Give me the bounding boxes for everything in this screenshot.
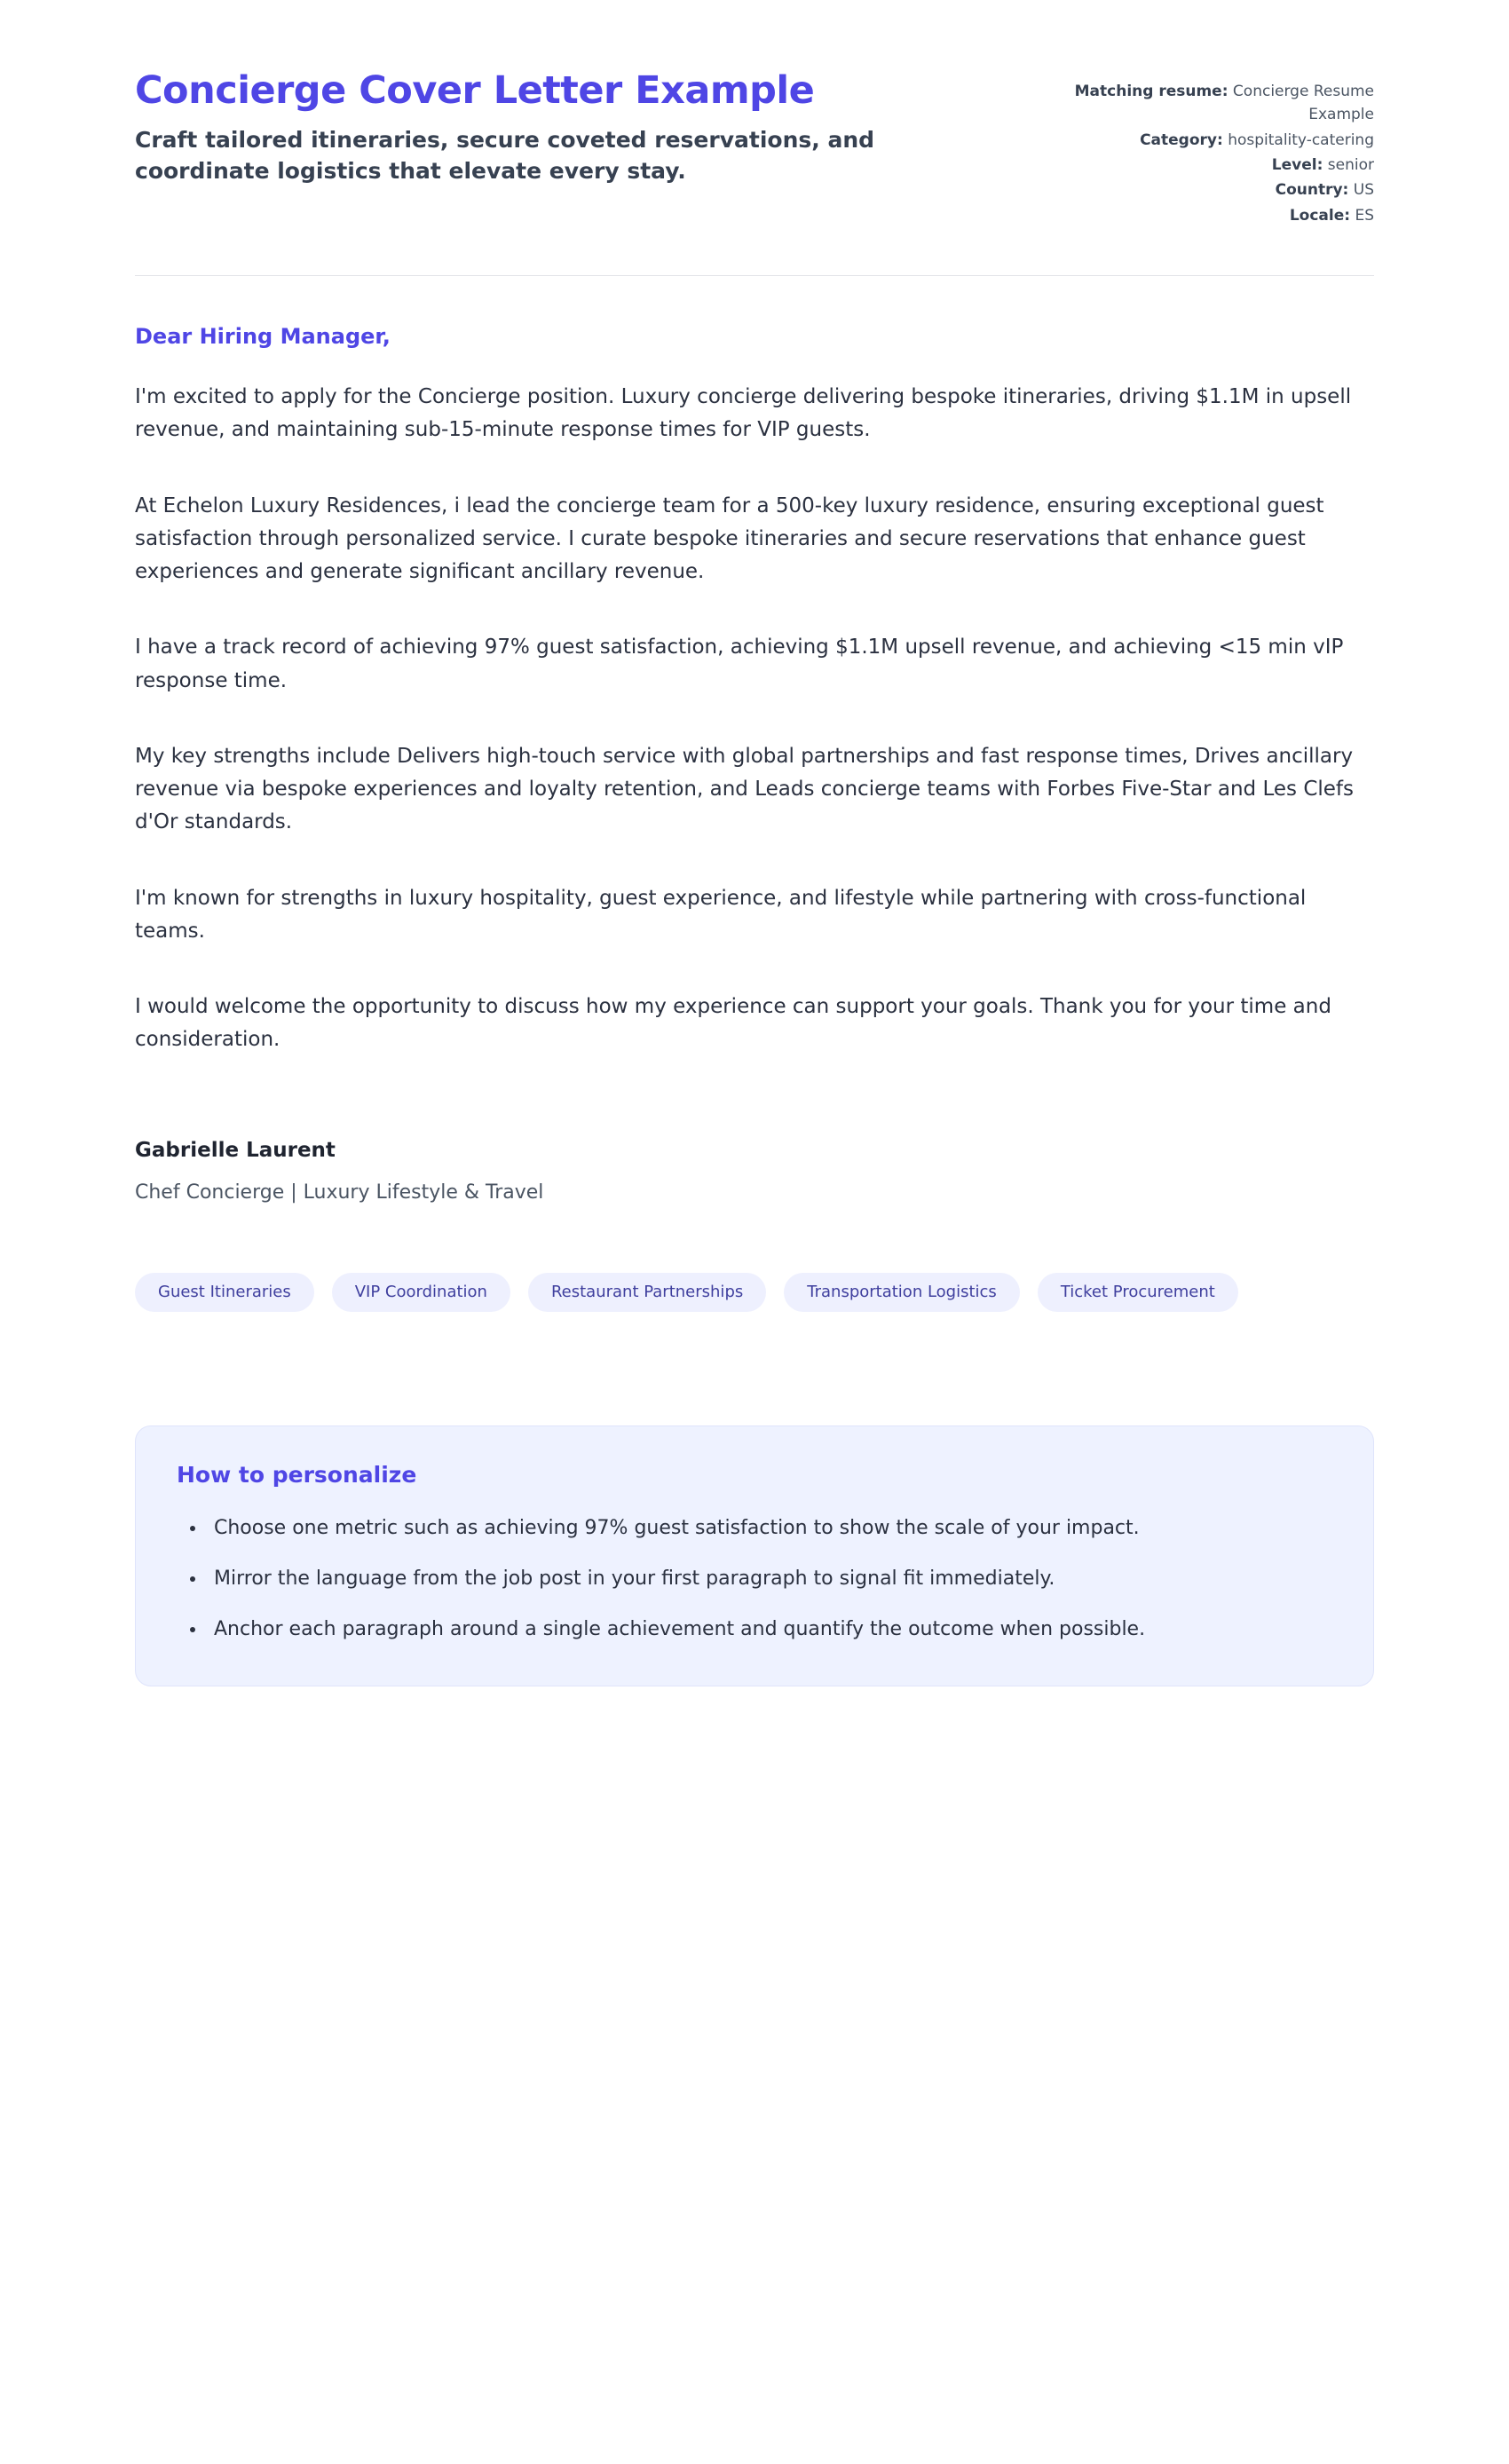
letter-paragraph: At Echelon Luxury Residences, i lead the concierge team for a 500-key luxury residence, ensuring exceptional guest satisfaction through personalized service. I curate bespoke itineraries and secure reservations that enhance guest experiences and generate significant ancillary revenue. xyxy=(135,494,1324,584)
skill-tag[interactable]: Restaurant Partnerships xyxy=(528,1273,766,1312)
skill-tag[interactable]: Ticket Procurement xyxy=(1038,1273,1238,1312)
signature-role: Chef Concierge | Luxury Lifestyle & Travel xyxy=(135,1181,544,1204)
letter-paragraph: I would welcome the opportunity to discuss how my experience can support your goals. Thank you for your time and consideration. xyxy=(135,995,1331,1052)
page-subtitle: Craft tailored itineraries, secure coveted reservations, and coordinate logistics that elevate every stay. xyxy=(135,127,875,184)
meta-matching-resume-label: Matching resume: xyxy=(1074,83,1229,100)
letter-paragraph: I'm excited to apply for the Concierge position. Luxury concierge delivering bespoke itineraries, driving $1.1M in upsell revenue, and maintaining sub-15-minute response times for VIP guests. xyxy=(135,385,1352,442)
meta-country xyxy=(1028,178,1374,201)
header-title-block xyxy=(135,69,992,186)
letter-body xyxy=(135,276,1374,1204)
list-item: • Choose one metric such as achieving 97% guest satisfaction to show the scale of your impact. xyxy=(207,1512,1332,1544)
meta-matching-resume xyxy=(1028,80,1374,127)
skill-tag[interactable]: Guest Itineraries xyxy=(135,1273,314,1312)
list-item: • Mirror the language from the job post in your first paragraph to signal fit immediately. xyxy=(207,1563,1332,1594)
list-item: • Anchor each paragraph around a single achievement and quantify the outcome when possible. xyxy=(207,1614,1332,1645)
callout-title: How to personalize xyxy=(177,1461,417,1488)
callout-list xyxy=(177,1512,1332,1646)
meta-level xyxy=(1028,154,1374,177)
meta-locale-label: Locale: xyxy=(1289,206,1351,225)
meta-matching-resume-value: Concierge Resume Example xyxy=(1232,83,1374,124)
meta-level-value: senior xyxy=(1327,156,1374,175)
meta-country-value: US xyxy=(1353,181,1374,200)
document-header xyxy=(135,69,1374,229)
skill-tag-list xyxy=(135,1273,1244,1312)
meta-locale xyxy=(1028,204,1374,227)
letter-paragraph: I'm known for strengths in luxury hospitality, guest experience, and lifestyle while partnering with cross-functional teams. xyxy=(135,886,1307,943)
letter-paragraph: My key strengths include Delivers high-touch service with global partnerships and fast response times, Drives ancillary revenue via bespoke experiences and loyalty retention, and Leads concierge teams with Forbes Five-Star and Les Clefs d'Or standards. xyxy=(135,744,1355,834)
meta-locale-value: ES xyxy=(1355,206,1374,225)
how-to-personalize-callout xyxy=(135,1425,1374,1687)
letter-paragraph: I have a track record of achieving 97% guest satisfaction, achieving $1.1M upsell revenue, and achieving <15 min vIP response time. xyxy=(135,636,1344,692)
meta-country-label: Country: xyxy=(1275,181,1349,200)
meta-category xyxy=(1028,129,1374,152)
page-title: Concierge Cover Letter Example xyxy=(135,68,815,113)
meta-level-label: Level: xyxy=(1271,156,1323,175)
document-metadata xyxy=(1028,69,1374,229)
skill-tag[interactable]: VIP Coordination xyxy=(332,1273,510,1312)
meta-category-value: hospitality-catering xyxy=(1228,130,1374,149)
meta-category-label: Category: xyxy=(1140,130,1223,149)
skill-tag[interactable]: Transportation Logistics xyxy=(784,1273,1020,1312)
signature-name: Gabrielle Laurent xyxy=(135,1138,336,1162)
letter-salutation: Dear Hiring Manager, xyxy=(135,324,391,350)
signature-block xyxy=(135,1139,1374,1204)
